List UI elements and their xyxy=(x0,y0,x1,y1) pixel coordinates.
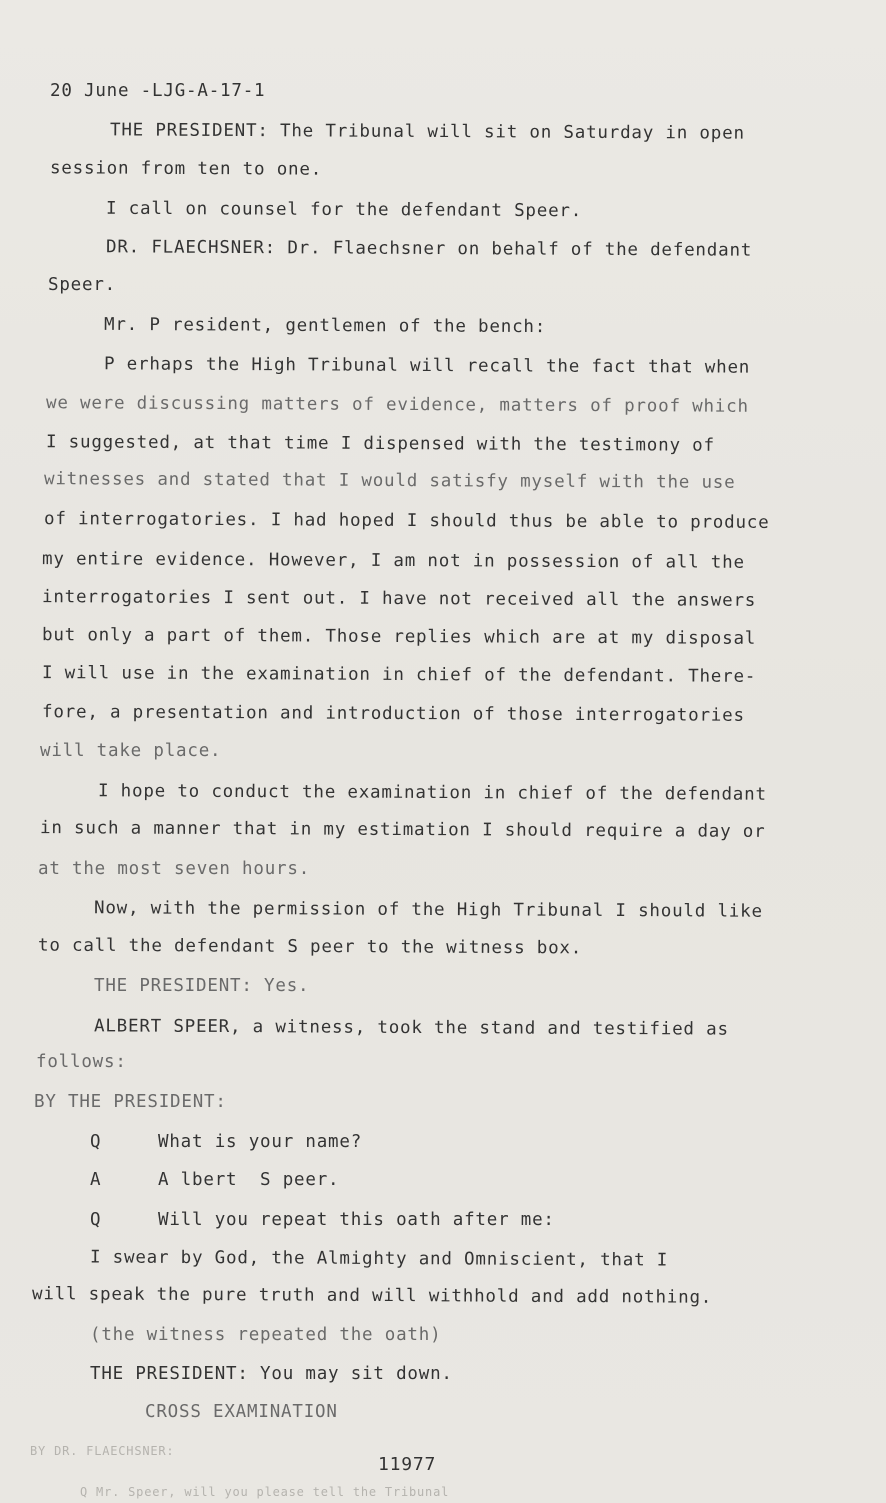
text-line: interrogatories I sent out. I have not received all the answers xyxy=(41,587,757,611)
text-line: my entire evidence. However, I am not in possession of all the xyxy=(41,549,745,573)
text-line: we were discussing matters of evidence, matters of proof which xyxy=(45,393,749,417)
text-line: Mr. P resident, gentlemen of the bench: xyxy=(103,314,547,338)
text-line: THE PRESIDENT: The Tribunal will sit on Saturday in open xyxy=(109,120,745,144)
text-line: Speer. xyxy=(48,275,117,295)
text-line: in such a manner that in my estimation I should require a day or xyxy=(39,818,766,842)
text-line: Now, with the permission of the High Tribunal I should like xyxy=(93,898,763,922)
text-line: fore, a presentation and introduction of those interrogatories xyxy=(41,702,745,726)
document-header: 20 June -LJG-A-17-1 xyxy=(50,81,266,101)
text-line: (the witness repeated the oath) xyxy=(90,1325,442,1345)
text-line: of interrogatories. I had hoped I should thus be able to produce xyxy=(43,509,770,533)
text-line: P erhaps the High Tribunal will recall the fact that when xyxy=(103,354,751,378)
text-line: but only a part of them. Those replies which are at my disposal xyxy=(41,625,757,649)
text-line: ALBERT SPEER, a witness, took the stand and testified as xyxy=(93,1016,729,1040)
bleed-through-line: Q Mr. Speer, will you please tell the Tribunal xyxy=(80,1485,450,1499)
question-line: Q Will you repeat this oath after me: xyxy=(90,1210,555,1230)
text-line: I swear by God, the Almighty and Omniscient, that I xyxy=(89,1247,669,1271)
text-line: witnesses and stated that I would satisfy myself with the use xyxy=(43,469,736,493)
text-line: I will use in the examination in chief of the defendant. There- xyxy=(41,663,757,687)
text-line: I call on counsel for the defendant Speer. xyxy=(105,198,583,222)
text-line: THE PRESIDENT: Yes. xyxy=(94,976,310,996)
text-line: to call the defendant S peer to the witness box. xyxy=(37,935,583,959)
text-line: will speak the pure truth and will withhold and add nothing. xyxy=(31,1284,713,1308)
question-line: Q What is your name? xyxy=(90,1132,363,1152)
bleed-through-line: BY DR. FLAECHSNER: xyxy=(30,1444,175,1458)
text-line: follows: xyxy=(36,1052,127,1072)
text-line: will take place. xyxy=(40,741,222,761)
text-line: I hope to conduct the examination in chief of the defendant xyxy=(97,781,767,805)
page-number: 11977 xyxy=(378,1454,437,1475)
text-line: DR. FLAECHSNER: Dr. Flaechsner on behalf of the defendant xyxy=(105,237,753,261)
answer-line: A A lbert S peer. xyxy=(90,1170,340,1190)
text-line: at the most seven hours. xyxy=(38,859,311,879)
text-line: THE PRESIDENT: You may sit down. xyxy=(90,1364,453,1384)
text-line: I suggested, at that time I dispensed with the testimony of xyxy=(45,432,715,456)
text-line: session from ten to one. xyxy=(49,158,323,180)
text-line: BY THE PRESIDENT: xyxy=(34,1092,227,1112)
section-heading: CROSS EXAMINATION xyxy=(145,1402,338,1422)
